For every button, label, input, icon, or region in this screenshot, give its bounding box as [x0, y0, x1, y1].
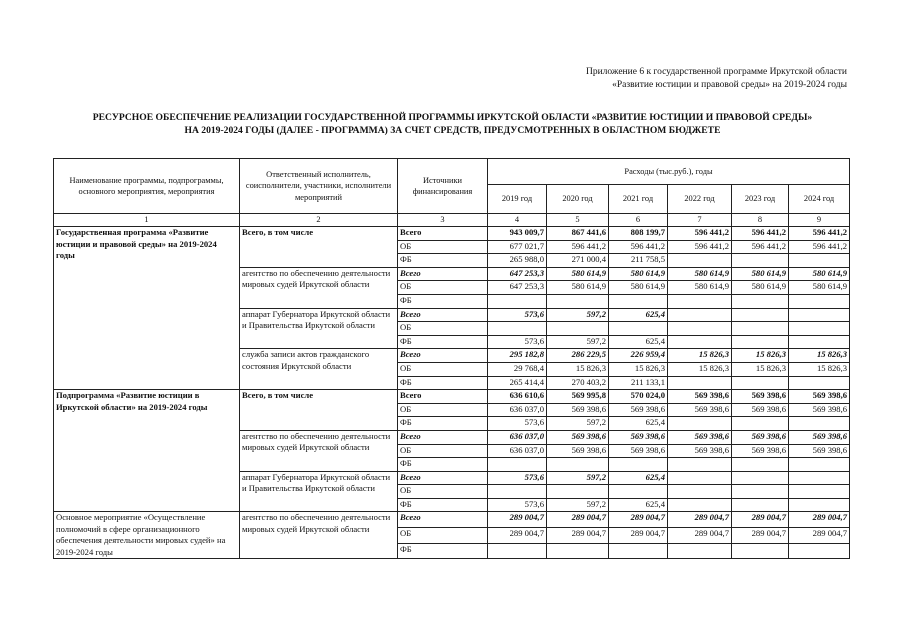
amount-cell: 625,4	[609, 308, 668, 322]
executor-cell: Всего, в том числе	[240, 227, 398, 268]
funding-source-cell: ФБ	[398, 294, 488, 308]
amount-cell	[547, 322, 609, 336]
amount-cell	[789, 417, 850, 431]
amount-cell	[732, 335, 789, 349]
amount-cell: 289 004,7	[668, 528, 732, 544]
amount-cell: 580 614,9	[789, 281, 850, 295]
amount-cell	[547, 458, 609, 472]
amount-cell	[668, 308, 732, 322]
executor-cell: аппарат Губернатора Иркутской области и Правительства Иркутской области	[240, 308, 398, 349]
amount-cell: 289 004,7	[488, 512, 547, 528]
appendix-line-2: «Развитие юстиции и правовой среды» на 2019-2024 годы	[612, 80, 847, 90]
amount-cell	[668, 417, 732, 431]
appendix-note	[586, 66, 847, 92]
funding-source-cell: ОБ	[398, 485, 488, 499]
amount-cell: 625,4	[609, 471, 668, 485]
amount-cell: 573,6	[488, 417, 547, 431]
amount-cell: 226 959,4	[609, 349, 668, 363]
amount-cell: 596 441,2	[732, 227, 789, 241]
amount-cell: 211 758,5	[609, 254, 668, 268]
amount-cell: 625,4	[609, 417, 668, 431]
amount-cell	[668, 471, 732, 485]
amount-cell: 289 004,7	[488, 528, 547, 544]
funding-source-cell: ФБ	[398, 543, 488, 559]
amount-cell	[668, 376, 732, 390]
amount-cell: 596 441,2	[547, 240, 609, 254]
amount-cell	[547, 294, 609, 308]
amount-cell: 596 441,2	[789, 240, 850, 254]
amount-cell: 211 133,1	[609, 376, 668, 390]
amount-cell	[732, 322, 789, 336]
title-line-1: РЕСУРСНОЕ ОБЕСПЕЧЕНИЕ РЕАЛИЗАЦИИ ГОСУДАРСТВЕННОЙ ПРОГРАММЫ ИРКУТСКОЙ ОБЛАСТИ «РАЗВИТИЕ ЮСТИЦИИ И ПРАВОВОЙ СРЕДЫ»	[92, 112, 813, 123]
amount-cell	[732, 308, 789, 322]
amount-cell	[789, 376, 850, 390]
funding-source-cell: ОБ	[398, 444, 488, 458]
funding-source-cell: Всего	[398, 390, 488, 404]
amount-cell: 15 826,3	[732, 362, 789, 376]
amount-cell: 569 398,6	[547, 403, 609, 417]
amount-cell: 570 024,0	[609, 390, 668, 404]
amount-cell: 265 414,4	[488, 376, 547, 390]
amount-cell: 289 004,7	[732, 528, 789, 544]
amount-cell	[732, 417, 789, 431]
amount-cell: 15 826,3	[609, 362, 668, 376]
amount-cell	[789, 335, 850, 349]
table-row	[54, 390, 850, 404]
table-body	[54, 227, 850, 559]
header-year: 2020 год	[547, 185, 609, 214]
executor-cell: аппарат Губернатора Иркутской области и Правительства Иркутской области	[240, 471, 398, 512]
funding-source-cell: ФБ	[398, 376, 488, 390]
amount-cell	[668, 254, 732, 268]
amount-cell	[547, 543, 609, 559]
column-number: 8	[732, 214, 789, 227]
amount-cell	[488, 294, 547, 308]
funding-source-cell: ФБ	[398, 254, 488, 268]
appendix-line-1: Приложение 6 к государственной программе Иркутской области	[585, 67, 847, 77]
header-year: 2019 год	[488, 185, 547, 214]
amount-cell: 867 441,6	[547, 227, 609, 241]
executor-cell: служба записи актов гражданского состояния Иркутской области	[240, 349, 398, 390]
amount-cell: 15 826,3	[789, 349, 850, 363]
funding-source-cell: Всего	[398, 349, 488, 363]
amount-cell: 625,4	[609, 335, 668, 349]
funding-source-cell: ФБ	[398, 458, 488, 472]
amount-cell: 569 398,6	[668, 430, 732, 444]
table-row	[54, 512, 850, 528]
funding-source-cell: Всего	[398, 308, 488, 322]
amount-cell: 580 614,9	[547, 281, 609, 295]
amount-cell: 596 441,2	[668, 227, 732, 241]
amount-cell: 15 826,3	[668, 349, 732, 363]
amount-cell: 289 004,7	[789, 528, 850, 544]
amount-cell	[732, 376, 789, 390]
amount-cell	[609, 322, 668, 336]
funding-source-cell: Всего	[398, 512, 488, 528]
amount-cell	[547, 485, 609, 499]
amount-cell: 289 004,7	[732, 512, 789, 528]
amount-cell: 808 199,7	[609, 227, 668, 241]
amount-cell: 569 398,6	[789, 430, 850, 444]
amount-cell: 636 037,0	[488, 430, 547, 444]
amount-cell: 636 037,0	[488, 444, 547, 458]
amount-cell: 597,2	[547, 308, 609, 322]
amount-cell: 270 403,2	[547, 376, 609, 390]
executor-cell: агентство по обеспечению деятельности мировых судей Иркутской области	[240, 267, 398, 308]
amount-cell: 569 398,6	[732, 444, 789, 458]
amount-cell: 15 826,3	[668, 362, 732, 376]
amount-cell: 29 768,4	[488, 362, 547, 376]
amount-cell: 580 614,9	[732, 267, 789, 281]
amount-cell: 569 398,6	[609, 444, 668, 458]
funding-source-cell: ОБ	[398, 403, 488, 417]
amount-cell: 580 614,9	[609, 267, 668, 281]
amount-cell	[668, 543, 732, 559]
amount-cell	[488, 458, 547, 472]
executor-cell: агентство по обеспечению деятельности мировых судей Иркутской области	[240, 430, 398, 471]
amount-cell: 597,2	[547, 417, 609, 431]
amount-cell	[789, 294, 850, 308]
column-number: 9	[789, 214, 850, 227]
amount-cell: 580 614,9	[547, 267, 609, 281]
amount-cell	[789, 308, 850, 322]
funding-source-cell: ОБ	[398, 322, 488, 336]
amount-cell	[789, 254, 850, 268]
funding-source-cell: ФБ	[398, 417, 488, 431]
amount-cell: 569 398,6	[547, 444, 609, 458]
amount-cell	[789, 322, 850, 336]
amount-cell: 636 037,0	[488, 403, 547, 417]
amount-cell: 573,6	[488, 335, 547, 349]
amount-cell	[732, 254, 789, 268]
funding-source-cell: Всего	[398, 430, 488, 444]
amount-cell: 597,2	[547, 471, 609, 485]
amount-cell	[609, 294, 668, 308]
amount-cell: 596 441,2	[668, 240, 732, 254]
amount-cell	[609, 458, 668, 472]
amount-cell	[789, 471, 850, 485]
table-row	[54, 227, 850, 241]
program-name-cell: Государственная программа «Развитие юстиции и правовой среды» на 2019-2024 годы	[54, 227, 240, 390]
amount-cell: 677 021,7	[488, 240, 547, 254]
amount-cell	[732, 294, 789, 308]
amount-cell: 289 004,7	[609, 512, 668, 528]
header-year: 2023 год	[732, 185, 789, 214]
amount-cell: 265 988,0	[488, 254, 547, 268]
amount-cell	[732, 543, 789, 559]
amount-cell: 569 398,6	[732, 390, 789, 404]
amount-cell: 569 398,6	[732, 403, 789, 417]
amount-cell: 569 995,8	[547, 390, 609, 404]
amount-cell: 596 441,2	[609, 240, 668, 254]
amount-cell: 580 614,9	[732, 281, 789, 295]
amount-cell: 289 004,7	[547, 528, 609, 544]
column-number: 7	[668, 214, 732, 227]
amount-cell: 580 614,9	[789, 267, 850, 281]
amount-cell: 596 441,2	[732, 240, 789, 254]
resource-table	[53, 158, 850, 559]
amount-cell: 647 253,3	[488, 267, 547, 281]
header-year: 2024 год	[789, 185, 850, 214]
amount-cell: 569 398,6	[789, 444, 850, 458]
amount-cell	[789, 498, 850, 512]
amount-cell: 569 398,6	[668, 403, 732, 417]
amount-cell: 597,2	[547, 498, 609, 512]
amount-cell: 289 004,7	[547, 512, 609, 528]
header-year: 2021 год	[609, 185, 668, 214]
amount-cell: 943 009,7	[488, 227, 547, 241]
title-line-2: НА 2019-2024 ГОДЫ (ДАЛЕЕ - ПРОГРАММА) ЗА СЧЕТ СРЕДСТВ, ПРЕДУСМОТРЕННЫХ В ОБЛАСТНОМ БЮДЖЕТЕ	[184, 125, 721, 136]
column-number: 6	[609, 214, 668, 227]
header-year: 2022 год	[668, 185, 732, 214]
amount-cell	[488, 543, 547, 559]
amount-cell: 580 614,9	[668, 281, 732, 295]
amount-cell	[789, 458, 850, 472]
amount-cell	[732, 471, 789, 485]
amount-cell: 597,2	[547, 335, 609, 349]
amount-cell	[668, 294, 732, 308]
amount-cell: 573,6	[488, 308, 547, 322]
amount-cell: 636 610,6	[488, 390, 547, 404]
amount-cell	[732, 458, 789, 472]
amount-cell: 569 398,6	[789, 390, 850, 404]
table-header	[54, 159, 850, 227]
amount-cell: 295 182,8	[488, 349, 547, 363]
amount-cell	[609, 485, 668, 499]
amount-cell: 569 398,6	[732, 430, 789, 444]
amount-cell	[789, 485, 850, 499]
funding-source-cell: Всего	[398, 227, 488, 241]
header-funding-source: Источники финансирования	[398, 159, 488, 214]
column-number: 4	[488, 214, 547, 227]
amount-cell: 15 826,3	[789, 362, 850, 376]
amount-cell	[732, 498, 789, 512]
funding-source-cell: Всего	[398, 267, 488, 281]
amount-cell: 289 004,7	[609, 528, 668, 544]
funding-source-cell: ОБ	[398, 528, 488, 544]
amount-cell: 569 398,6	[789, 403, 850, 417]
amount-cell: 289 004,7	[789, 512, 850, 528]
amount-cell: 569 398,6	[668, 444, 732, 458]
column-number: 1	[54, 214, 240, 227]
funding-source-cell: ОБ	[398, 281, 488, 295]
amount-cell: 573,6	[488, 471, 547, 485]
amount-cell: 271 000,4	[547, 254, 609, 268]
amount-cell: 569 398,6	[668, 390, 732, 404]
amount-cell	[789, 543, 850, 559]
amount-cell: 569 398,6	[547, 430, 609, 444]
amount-cell: 580 614,9	[668, 267, 732, 281]
amount-cell	[488, 322, 547, 336]
amount-cell: 15 826,3	[732, 349, 789, 363]
amount-cell: 286 229,5	[547, 349, 609, 363]
document-title	[40, 111, 865, 137]
header-expenses: Расходы (тыс.руб.), годы	[488, 159, 850, 185]
amount-cell	[609, 543, 668, 559]
executor-cell: Всего, в том числе	[240, 390, 398, 431]
funding-source-cell: ОБ	[398, 240, 488, 254]
amount-cell: 569 398,6	[609, 403, 668, 417]
header-executor: Ответственный исполнитель, соисполнители, участники, исполнители мероприятий	[240, 159, 398, 214]
column-number: 5	[547, 214, 609, 227]
program-name-cell: Основное мероприятие «Осуществление полномочий в сфере организационного обеспечения деятельности мировых судей» на 2019-2024 годы	[54, 512, 240, 559]
funding-source-cell: ФБ	[398, 335, 488, 349]
amount-cell: 647 253,3	[488, 281, 547, 295]
amount-cell	[668, 322, 732, 336]
column-number: 3	[398, 214, 488, 227]
amount-cell	[668, 485, 732, 499]
funding-source-cell: Всего	[398, 471, 488, 485]
amount-cell	[668, 335, 732, 349]
funding-source-cell: ФБ	[398, 498, 488, 512]
header-program-name: Наименование программы, подпрограммы, основного мероприятия, мероприятия	[54, 159, 240, 214]
amount-cell	[732, 485, 789, 499]
amount-cell: 580 614,9	[609, 281, 668, 295]
program-name-cell: Подпрограмма «Развитие юстиции в Иркутской области» на 2019-2024 годы	[54, 390, 240, 512]
amount-cell	[488, 485, 547, 499]
column-number: 2	[240, 214, 398, 227]
amount-cell	[668, 498, 732, 512]
executor-cell: агентство по обеспечению деятельности мировых судей Иркутской области	[240, 512, 398, 559]
funding-source-cell: ОБ	[398, 362, 488, 376]
amount-cell: 569 398,6	[609, 430, 668, 444]
amount-cell: 15 826,3	[547, 362, 609, 376]
amount-cell: 596 441,2	[789, 227, 850, 241]
amount-cell: 573,6	[488, 498, 547, 512]
amount-cell: 289 004,7	[668, 512, 732, 528]
amount-cell	[668, 458, 732, 472]
amount-cell: 625,4	[609, 498, 668, 512]
